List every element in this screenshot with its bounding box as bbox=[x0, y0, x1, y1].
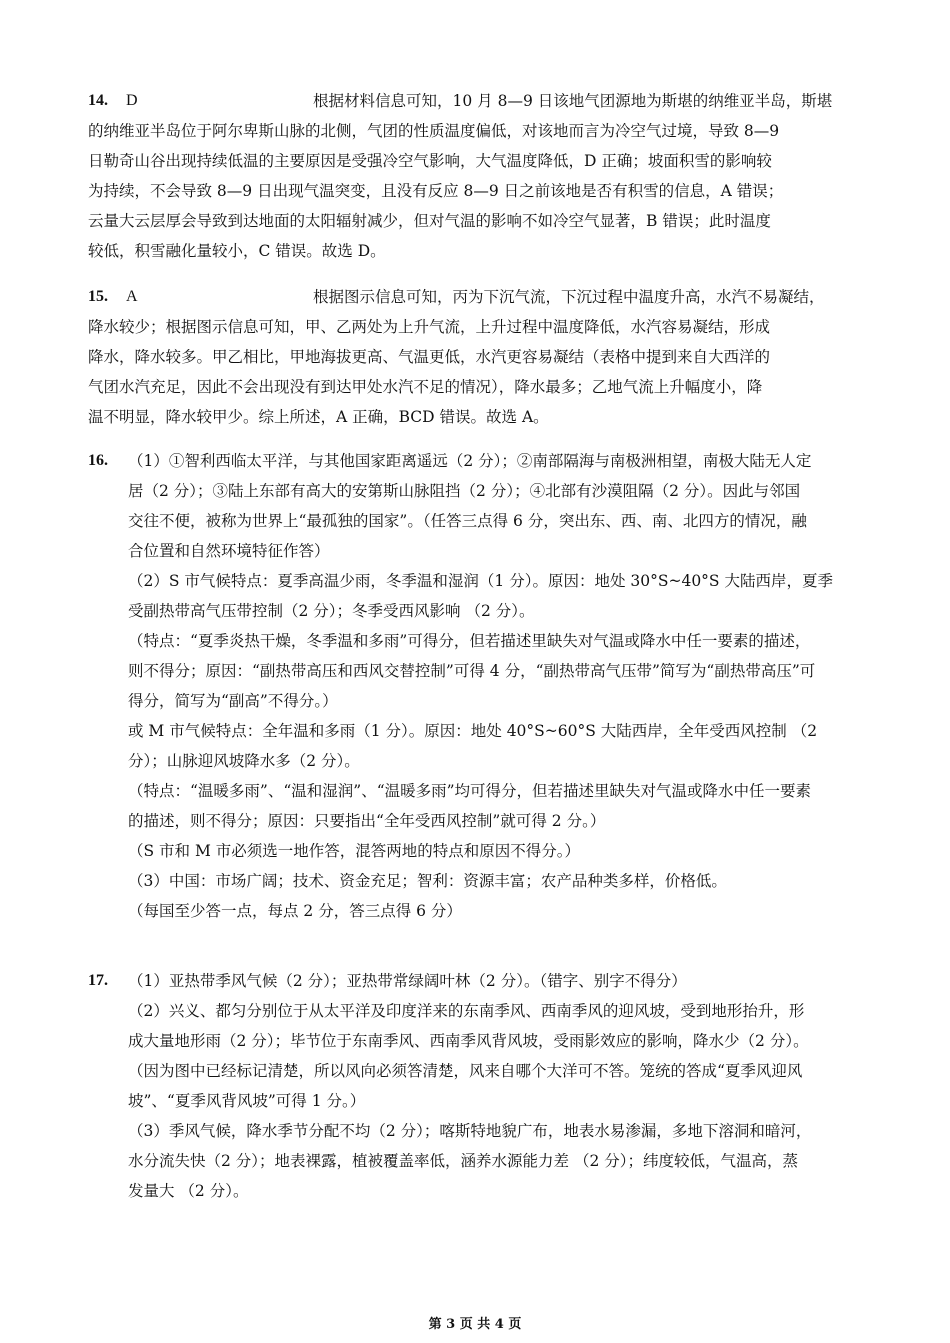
question-number: 17. bbox=[88, 972, 108, 989]
explanation-line: （特点：“温暖多雨”、“温和湿润”、“温暖多雨”均可得分，但若描述里缺失对气温或降水中任一要素 bbox=[128, 782, 812, 800]
explanation-line: 成大量地形雨（2 分）；毕节位于东南季风、西南季风背风坡，受雨影效应的影响，降水少（2 分）。 bbox=[128, 1032, 809, 1050]
explanation-line: 则不得分；原因：“副热带高压和西风交替控制”可得 4 分，“副热带高气压带”简写为“副热带高压”可 bbox=[128, 662, 816, 680]
explanation bbox=[128, 966, 868, 1206]
explanation-line: 受副热带高气压带控制（2 分）；冬季受西风影响 （2 分）。 bbox=[128, 602, 535, 620]
explanation-line: （特点：“夏季炎热干燥，冬季温和多雨”可得分，但若描述里缺失对气温或降水中任一要素的描述， bbox=[128, 632, 811, 650]
explanation-line: 日勒奇山谷出现持续低温的主要原因是受强冷空气影响，大气温度降低，D 正确；坡面积雪的影响较 bbox=[88, 152, 772, 170]
explanation-line: 得分，简写为“副高”不得分。） bbox=[128, 692, 338, 710]
explanation-line: 发量大 （2 分）。 bbox=[128, 1182, 249, 1200]
answer-choice: A bbox=[126, 288, 138, 305]
explanation-line: 为持续，不会导致 8—9 日出现气温突变，且没有反应 8—9 日之前该地是否有积雪的信息，A 错误； bbox=[88, 182, 784, 200]
explanation-line: 分）；山脉迎风坡降水多（2 分）。 bbox=[128, 752, 360, 770]
explanation-line: 水分流失快（2 分）；地表裸露，植被覆盖率低，涵养水源能力差 （2 分）；纬度较低，气温高，蒸 bbox=[128, 1152, 799, 1170]
explanation-line: （3）中国：市场广阔；技术、资金充足；智利：资源丰富；农产品种类多样，价格低。 bbox=[128, 872, 727, 890]
explanation-line: （1）亚热带季风气候（2 分）；亚热带常绿阔叶林（2 分）。（错字、别字不得分） bbox=[128, 972, 687, 990]
answer-choice: D bbox=[126, 92, 138, 109]
explanation-line: 交往不便，被称为世界上“最孤独的国家”。（任答三点得 6 分，突出东、西、南、北四方的情况，融 bbox=[128, 512, 807, 530]
explanation bbox=[88, 86, 868, 266]
explanation-line: 较低，积雪融化量较小，C 错误。故选 D。 bbox=[88, 242, 386, 260]
explanation-line: 降水较少；根据图示信息可知，甲、乙两处为上升气流，上升过程中温度降低，水汽容易凝结，形成 bbox=[88, 318, 771, 336]
explanation-line: 气团水汽充足，因此不会出现没有到达甲处水汽不足的情况），降水最多；乙地气流上升幅度小，降 bbox=[88, 378, 763, 396]
explanation-line: （2）S 市气候特点：夏季高温少雨，冬季温和湿润（1 分）。原因：地处 30°S~40°S 大陆西岸，夏季 bbox=[128, 572, 833, 590]
page-footer: 第 3 页 共 4 页 bbox=[428, 1317, 522, 1332]
explanation-line: 根据图示信息可知，丙为下沉气流，下沉过程中温度升高，水汽不易凝结， bbox=[313, 288, 825, 306]
explanation-line: 的描述，则不得分；原因：只要指出“全年受西风控制”就可得 2 分。） bbox=[128, 812, 606, 830]
explanation bbox=[128, 446, 868, 926]
question-number: 14. bbox=[88, 92, 108, 109]
explanation-line: （2）兴义、都匀分别位于从太平洋及印度洋来的东南季风、西南季风的迎风坡，受到地形抬升，形 bbox=[128, 1002, 805, 1020]
explanation-line: 的纳维亚半岛位于阿尔卑斯山脉的北侧，气团的性质温度偏低，对该地而言为冷空气过境，导致 8—9 bbox=[88, 122, 780, 140]
explanation-line: （S 市和 M 市必须选一地作答，混答两地的特点和原因不得分。） bbox=[128, 842, 581, 860]
explanation-line: 合位置和自然环境特征作答） bbox=[128, 542, 330, 560]
explanation bbox=[88, 282, 868, 432]
explanation-line: （因为图中已经标记清楚，所以风向必须答清楚，风来自哪个大洋可不答。笼统的答成“夏季风迎风 bbox=[128, 1062, 803, 1080]
explanation-line: （每国至少答一点，每点 2 分，答三点得 6 分） bbox=[128, 902, 462, 920]
explanation-line: 降水，降水较多。甲乙相比，甲地海拔更高、气温更低，水汽更容易凝结（表格中提到来自大西洋的 bbox=[88, 348, 771, 366]
explanation-line: （3）季风气候，降水季节分配不均（2 分）；喀斯特地貌广布，地表水易渗漏，多地下溶洞和暗河， bbox=[128, 1122, 812, 1140]
explanation-line: 坡”、“夏季风背风坡”可得 1 分。） bbox=[128, 1092, 366, 1110]
explanation-line: 或 M 市气候特点：全年温和多雨（1 分）。原因：地处 40°S~60°S 大陆西岸，全年受西风控制 （2 bbox=[128, 722, 818, 740]
question-number: 16. bbox=[88, 452, 108, 469]
explanation-line: 居（2 分）；③陆上东部有高大的安第斯山脉阻挡（2 分）；④北部有沙漠阻隔（2 分）。因此与邻国 bbox=[128, 482, 801, 500]
explanation-line: 温不明显，降水较甲少。综上所述，A 正确，BCD 错误。故选 A。 bbox=[88, 408, 549, 426]
explanation-line: 根据材料信息可知，10 月 8—9 日该地气团源地为斯堪的纳维亚半岛，斯堪 bbox=[313, 92, 833, 110]
question-number: 15. bbox=[88, 288, 108, 305]
explanation-line: 云量大云层厚会导致到达地面的太阳辐射减少，但对气温的影响不如冷空气显著，B 错误；此时温度 bbox=[88, 212, 771, 230]
explanation-line: （1）①智利西临太平洋，与其他国家距离遥远（2 分）；②南部隔海与南极洲相望，南极大陆无人定 bbox=[128, 452, 812, 470]
